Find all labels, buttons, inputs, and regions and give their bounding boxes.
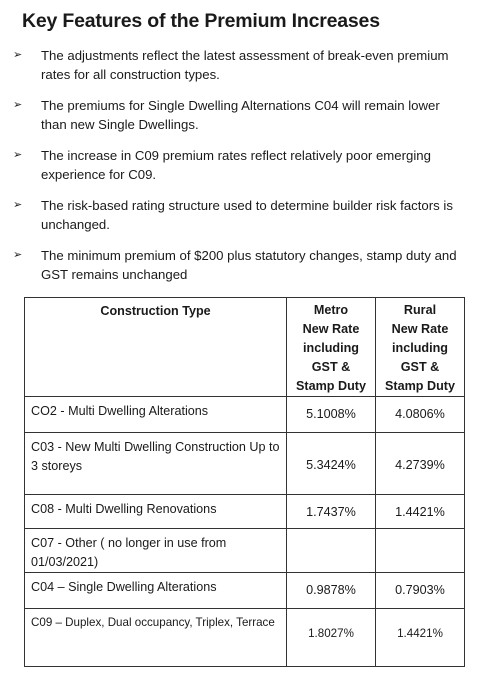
arrow-bullet-icon: ➢ [13, 49, 23, 61]
rural-rate-cell [376, 529, 465, 573]
premium-rates-table [24, 297, 465, 667]
arrow-bullet-icon: ➢ [13, 99, 23, 111]
list-item [0, 246, 480, 296]
rural-rate-cell: 1.4421% [376, 495, 465, 529]
header-rural-rate [376, 298, 465, 397]
metro-rate-cell: 1.7437% [287, 495, 376, 529]
metro-rate-cell: 0.9878% [287, 573, 376, 609]
bullet-text: The minimum premium of $200 plus statutory changes, stamp duty and GST remains unchanged [41, 248, 457, 282]
rural-rate-cell: 4.0806% [376, 397, 465, 433]
construction-type-cell: C03 - New Multi Dwelling Construction Up to 3 storeys [25, 433, 287, 495]
construction-type-cell: C08 - Multi Dwelling Renovations [25, 495, 287, 529]
construction-type-cell: C04 – Single Dwelling Alterations [25, 573, 287, 609]
header-line: Metro [313, 303, 349, 317]
rural-rate-cell: 4.2739% [376, 433, 465, 495]
list-item [0, 46, 480, 96]
header-line: GST & [400, 360, 440, 374]
construction-type-cell: C09 – Duplex, Dual occupancy, Triplex, Terrace [25, 609, 287, 667]
header-line: including [392, 341, 448, 355]
rural-rate-cell: 1.4421% [376, 609, 465, 667]
bullet-text: The risk-based rating structure used to determine builder risk factors is unchanged. [41, 198, 453, 232]
list-item [0, 96, 480, 146]
header-line: New Rate [391, 322, 449, 336]
table-row [25, 609, 465, 667]
bullet-text: The increase in C09 premium rates reflect relatively poor emerging experience for C09. [41, 148, 431, 182]
table-row [25, 573, 465, 609]
list-item [0, 146, 480, 196]
arrow-bullet-icon: ➢ [13, 199, 23, 211]
metro-rate-cell: 1.8027% [287, 609, 376, 667]
header-line: GST & [311, 360, 351, 374]
header-line: including [303, 341, 359, 355]
header-construction-type: Construction Type [25, 298, 287, 397]
table-row [25, 397, 465, 433]
feature-list [0, 46, 480, 296]
construction-type-cell: CO2 - Multi Dwelling Alterations [25, 397, 287, 433]
metro-rate-cell: 5.1008% [287, 397, 376, 433]
table-header-row [25, 298, 465, 397]
page-title: Key Features of the Premium Increases [22, 10, 380, 32]
bullet-text: The premiums for Single Dwelling Alternations C04 will remain lower than new Single Dwellings. [41, 98, 440, 132]
rural-rate-cell: 0.7903% [376, 573, 465, 609]
list-item [0, 196, 480, 246]
header-line: Rural [403, 303, 437, 317]
header-line: Stamp Duty [385, 379, 455, 393]
table-row [25, 495, 465, 529]
header-line: Stamp Duty [296, 379, 366, 393]
header-metro-rate [287, 298, 376, 397]
metro-rate-cell [287, 529, 376, 573]
arrow-bullet-icon: ➢ [13, 249, 23, 261]
header-line: New Rate [302, 322, 360, 336]
construction-type-cell: C07 - Other ( no longer in use from 01/03/2021) [25, 529, 287, 573]
table-row [25, 433, 465, 495]
table-row [25, 529, 465, 573]
arrow-bullet-icon: ➢ [13, 149, 23, 161]
bullet-text: The adjustments reflect the latest assessment of break-even premium rates for all construction types. [41, 48, 449, 82]
metro-rate-cell: 5.3424% [287, 433, 376, 495]
